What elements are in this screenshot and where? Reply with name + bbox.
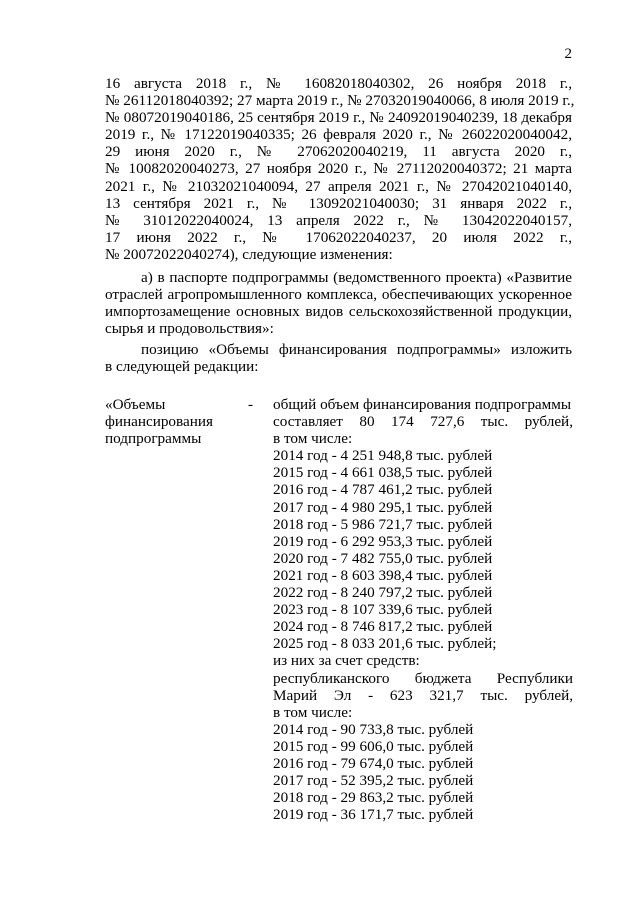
year-republic-row: 2019 год - 36 171,7 тыс. рублей xyxy=(273,806,474,824)
year-republic-row: 2016 год - 79 674,0 тыс. рублей xyxy=(273,754,474,772)
year-total-row: 2025 год - 8 033 201,6 тыс. рублей; xyxy=(273,635,497,653)
year-total-row: 2024 год - 8 746 817,2 тыс. рублей xyxy=(273,618,493,636)
table-left-line: финансирования xyxy=(105,413,213,431)
table-left-column xyxy=(105,396,255,447)
year-republic-row: 2014 год - 90 733,8 тыс. рублей xyxy=(273,720,474,738)
table-dash: - xyxy=(248,396,254,413)
table-left-line: «Объемы xyxy=(105,396,166,413)
intro-line: 13 сентября 2021 г., № 13092021040030; 31 января 2022 г., xyxy=(105,194,572,212)
intro-line: 2019 г., № 17122019040335; 26 февраля 2020 г., № 26022020040042, xyxy=(105,126,572,144)
intro-paragraph xyxy=(105,75,575,263)
year-total-row: 2020 год - 7 482 755,0 тыс. рублей xyxy=(273,549,493,567)
item-a-line: импортозамещение основных видов сельскохозяйственной продукции, xyxy=(105,303,572,321)
intro-line: № 10082020040273, 27 ноября 2020 г., № 27112020040372; 21 марта xyxy=(105,160,572,178)
intro-line: № 26112018040392; 27 марта 2019 г., № 27032019040066, 8 июля 2019 г., xyxy=(105,92,575,110)
intro-line: 17 июня 2022 г., № 17062022040237, 20 июля 2022 г., xyxy=(105,228,572,246)
republic-line: республиканского бюджета Республики xyxy=(273,669,573,687)
year-total-row: 2015 год - 4 661 038,5 тыс. рублей xyxy=(273,464,493,482)
page-number: 2 xyxy=(564,46,572,62)
intro-line: 16 августа 2018 г., № 16082018040302, 26 ноября 2018 г., xyxy=(105,75,572,92)
year-total-row: 2016 год - 4 787 461,2 тыс. рублей xyxy=(273,481,493,499)
intro-line: 29 июня 2020 г., № 27062020040219, 11 августа 2020 г., xyxy=(105,143,572,161)
from-them-label: из них за счет средств: xyxy=(273,652,420,670)
item-a-line: а) в паспорте подпрограммы (ведомственного проекта) «Развитие xyxy=(141,269,572,286)
item-a-line: отраслей агропромышленного комплекса, обеспечивающих ускоренное xyxy=(105,286,572,304)
year-total-row: 2014 год - 4 251 948,8 тыс. рублей xyxy=(273,447,493,465)
republic-line: Марий Эл - 623 321,7 тыс. рублей, xyxy=(273,686,573,704)
year-republic-row: 2017 год - 52 395,2 тыс. рублей xyxy=(273,772,474,790)
intro-line: 2021 г., № 21032021040094, 27 апреля 2021 г., № 27042021040140, xyxy=(105,177,572,195)
total-line: составляет 80 174 727,6 тыс. рублей, xyxy=(273,413,573,431)
intro-line: № 20072022040274), следующие изменения: xyxy=(105,245,393,263)
total-line: общий объем финансирования подпрограммы xyxy=(273,396,572,413)
item-a-line: сырья и продовольствия»: xyxy=(105,320,274,338)
year-total-row: 2017 год - 4 980 295,1 тыс. рублей xyxy=(273,498,493,516)
year-total-row: 2019 год - 6 292 953,3 тыс. рублей xyxy=(273,532,493,550)
year-republic-row: 2018 год - 29 863,2 тыс. рублей xyxy=(273,789,474,807)
position-paragraph xyxy=(105,341,572,375)
including-label: в том числе: xyxy=(273,430,353,448)
position-line: в следующей редакции: xyxy=(105,358,259,376)
year-total-row: 2021 год - 8 603 398,4 тыс. рублей xyxy=(273,566,493,584)
table-left-line: подпрограммы xyxy=(105,430,202,448)
position-line: позицию «Объемы финансирования подпрограммы» изложить xyxy=(141,341,572,358)
including-label: в том числе: xyxy=(273,703,353,721)
intro-line: № 31012022040024, 13 апреля 2022 г., № 13042022040157, xyxy=(105,211,572,229)
item-a-paragraph xyxy=(105,269,572,337)
table-right-column xyxy=(273,396,573,823)
intro-line: № 08072019040186, 25 сентября 2019 г., № 24092019040239, 18 декабря xyxy=(105,109,572,127)
year-total-row: 2018 год - 5 986 721,7 тыс. рублей xyxy=(273,515,493,533)
year-total-row: 2022 год - 8 240 797,2 тыс. рублей xyxy=(273,584,493,602)
year-total-row: 2023 год - 8 107 339,6 тыс. рублей xyxy=(273,601,493,619)
year-republic-row: 2015 год - 99 606,0 тыс. рублей xyxy=(273,737,474,755)
